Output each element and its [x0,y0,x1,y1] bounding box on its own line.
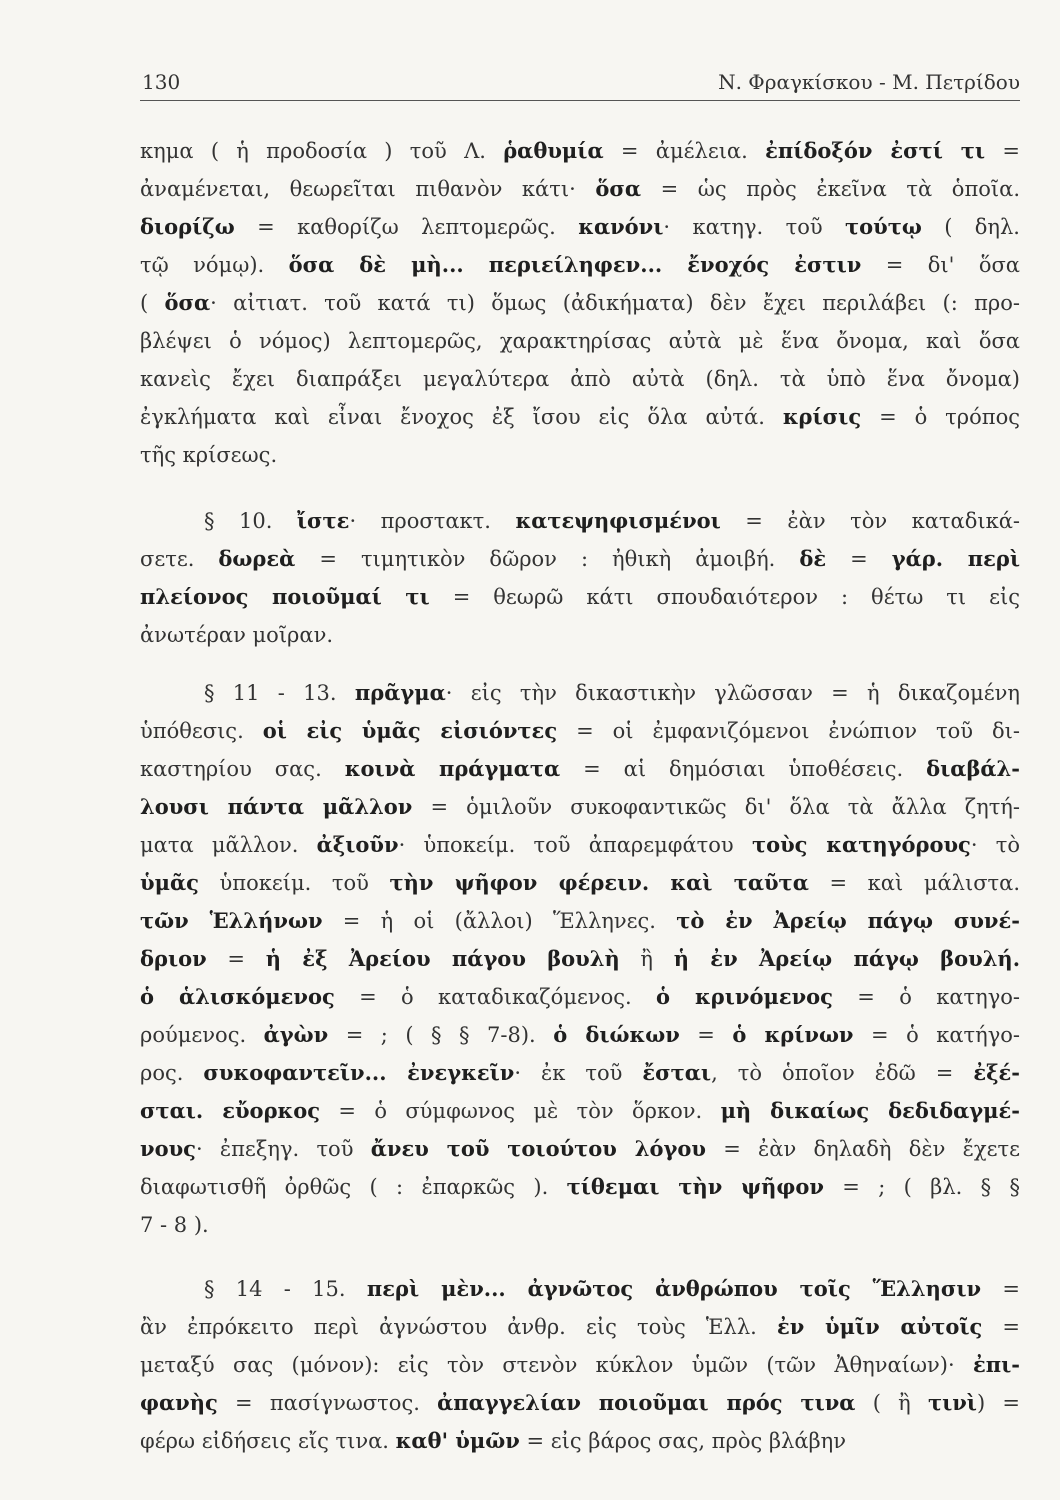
bold-term: ὑμᾶς [140,870,199,895]
text-segment: φέρω εἰδήσεις εἴς τινα. [140,1429,396,1453]
text-segment: · εἰς τὴν δικαστικὴν γλῶσσαν = ἡ δικαζομένη [445,681,1020,705]
bold-term: ἀξιοῦν [316,832,399,857]
bold-term: τὸ ἐν Ἀρείῳ πάγῳ συνέ- [676,908,1020,933]
text-line [140,436,1020,474]
text-segment: · ἐκ τοῦ [514,1061,643,1085]
text-segment: καστηρίου σας. [140,757,345,781]
bold-term: ἔσται [642,1060,712,1085]
text-line [140,1054,1020,1092]
text-line [140,1346,1020,1384]
bold-term: τούτῳ [844,214,922,239]
text-segment: = ὁ κατηγο- [832,985,1020,1009]
text-segment: = [985,139,1020,163]
bold-term: καθ' ὑμῶν [395,1428,520,1453]
text-line [140,978,1020,1016]
bold-term: νους [140,1136,196,1161]
text-line [140,246,1020,284]
text-segment: τῆς κρίσεως. [140,443,278,467]
text-segment: = [826,547,892,571]
text-segment: κημα ( ἡ προδοσία ) τοῦ Λ. [140,139,504,163]
text-segment: = [982,1315,1020,1339]
text-segment: ἢ [619,947,674,971]
text-line [140,208,1020,246]
text-line [140,788,1020,826]
paragraph-4 [140,1270,1020,1460]
bold-term: ἄνευ τοῦ τοιούτου λόγου [370,1136,706,1161]
running-title: Ν. Φραγκίσκου - Μ. Πετρίδου [718,70,1020,94]
text-line [140,502,1020,540]
bold-term: ὅσα δὲ μὴ... περιείληφεν... ἔνοχός ἐστιν [288,252,862,277]
bold-term: μὴ δικαίως δεδιδαγμέ- [720,1098,1020,1123]
text-segment: = ὁ καταδικαζόμενος. [334,985,657,1009]
bold-term: ἐξέ- [973,1060,1020,1085]
text-segment: = ὁ κατήγο- [853,1023,1020,1047]
text-segment: = αἱ δημόσιαι ὑποθέσεις. [560,757,927,781]
bold-term: ἀγὼν [263,1022,329,1047]
bold-term: τίθεμαι τὴν ψῆφον [566,1174,824,1199]
text-line [140,826,1020,864]
text-segment: ἀνωτέραν μοῖραν. [140,623,334,647]
text-segment: ) = [976,1391,1020,1415]
text-line [140,1016,1020,1054]
bold-term: ὅσα [164,290,211,315]
text-segment: = [679,1023,733,1047]
text-segment: ὑπόθεσις. [140,719,263,743]
text-segment: · κατηγ. τοῦ [663,215,845,239]
text-segment: · ὑποκείμ. τοῦ ἀπαρεμφάτου [398,833,752,857]
text-line [140,1092,1020,1130]
text-line [140,322,1020,360]
text-line [140,712,1020,750]
text-line [140,578,1020,616]
text-line [140,1270,1020,1308]
text-line [140,902,1020,940]
text-segment: = καθορίζω λεπτομερῶς. [234,215,579,239]
text-segment: = ἐὰν τὸν καταδικά- [720,509,1020,533]
bold-term: γάρ. περὶ [891,546,1020,571]
page-number: 130 [142,70,181,94]
text-segment: = ὡς πρὸς ἐκεῖνα τὰ ὁποῖα. [641,177,1020,201]
text-segment: · αἰτιατ. τοῦ κατά τι) ὅμως (ἀδικήματα) δὲν ἔχει περιλάβει (: προ- [210,291,1020,315]
text-line [140,1422,1020,1460]
text-segment: = ; ( βλ. § § [823,1175,1020,1199]
text-line [140,940,1020,978]
bold-term: διαβάλ- [926,756,1020,781]
bold-term: ἴστε [296,508,350,533]
text-line [140,674,1020,712]
text-line [140,132,1020,170]
text-segment: ρούμενος. [140,1023,264,1047]
text-segment: μεταξύ σας (μόνον): εἰς τὸν στενὸν κύκλον ὑμῶν (τῶν Ἀθηναίων)· [140,1353,973,1377]
text-segment: = ὁμιλοῦν συκοφαντικῶς δι' ὅλα τὰ ἄλλα ζητή- [412,795,1020,819]
bold-term: ῥαθυμία [503,138,604,163]
bold-term: τοὺς κατηγόρους [751,832,971,857]
text-segment: κανεὶς ἔχει διαπράξει μεγαλύτερα ἀπὸ αὐτὰ (δηλ. τὰ ὑπὸ ἕνα ὄνομα) [140,367,1020,391]
text-line [140,540,1020,578]
text-segment: · τὸ [970,833,1020,857]
bold-term: δριον [140,946,207,971]
text-line [140,398,1020,436]
bold-term: κανόνι [578,214,664,239]
bold-term: οἱ εἰς ὑμᾶς εἰσιόντες [262,718,558,743]
bold-term: ὁ διώκων [553,1022,680,1047]
text-segment: ( ἢ [855,1391,928,1415]
text-segment: = θεωρῶ κάτι σπουδαιότερον : θέτω τι εἰς [429,585,1020,609]
bold-term: ἐπίδοξόν ἐστί τι [765,138,986,163]
text-segment: = ἡ οἱ (ἄλλοι) Ἕλληνες. [322,909,677,933]
text-line [140,616,1020,654]
bold-term: ὁ κρίνων [732,1022,854,1047]
bold-term: δωρεὰ [218,546,296,571]
text-segment: § 11 - 13. [204,681,355,705]
text-segment: = πασίγνωστος. [217,1391,438,1415]
bold-term: φανὴς [140,1390,218,1415]
paragraph-2 [140,502,1020,654]
text-segment: · προστακτ. [349,509,516,533]
text-line [140,170,1020,208]
paragraph-3 [140,674,1020,1244]
text-segment: τῷ νόμῳ). [140,253,289,277]
bold-term: κοινὰ πράγματα [344,756,561,781]
text-segment: = ἀμέλεια. [603,139,766,163]
text-line [140,1308,1020,1346]
text-segment: = [206,947,266,971]
text-segment: βλέψει ὁ νόμος) λεπτομερῶς, χαρακτηρίσας αὐτὰ μὲ ἕνα ὄνομα, καὶ ὅσα [140,329,1020,353]
bold-term: κρίσις [782,404,862,429]
page-header [140,70,1020,101]
text-segment: ματα μᾶλλον. [140,833,317,857]
text-segment: = καὶ μάλιστα. [808,871,1020,895]
bold-term: ἀπαγγελίαν ποιοῦμαι πρός τινα [437,1390,856,1415]
bold-term: ἐν ὑμῖν αὐτοῖς [776,1314,983,1339]
text-segment: 7 - 8 ). [140,1213,209,1237]
text-segment: ( δηλ. [921,215,1020,239]
text-segment: ἂν ἐπρόκειτο περὶ ἀγνώστου ἀνθρ. εἰς τοὺς Ἑλλ. [140,1315,777,1339]
bold-term: διορίζω [140,214,235,239]
bold-term: περὶ μὲν... ἀγνῶτος ἀνθρώπου τοῖς Ἕλλησιν [366,1276,982,1301]
bold-term: τὴν ψῆφον φέρειν. καὶ ταῦτα [389,870,809,895]
text-segment: ὑποκείμ. τοῦ [198,871,390,895]
bold-term: ὅσα [595,176,642,201]
text-line [140,360,1020,398]
text-segment: · ἐπεξηγ. τοῦ [195,1137,371,1161]
text-line [140,1206,1020,1244]
text-segment: διαφωτισθῆ ὀρθῶς ( : ἐπαρκῶς ). [140,1175,567,1199]
text-segment: = ; ( § § 7-8). [328,1023,554,1047]
text-line [140,284,1020,322]
text-segment: = δι' ὅσα [861,253,1020,277]
text-segment: = ἐὰν δηλαδὴ δὲν ἔχετε [705,1137,1020,1161]
text-segment: § 14 - 15. [204,1277,367,1301]
text-segment: = οἱ ἐμφανιζόμενοι ἐνώπιον τοῦ δι- [557,719,1020,743]
text-line [140,1130,1020,1168]
text-segment: ρος. [140,1061,204,1085]
bold-term: πρᾶγμα [354,680,446,705]
bold-term: τῶν Ἑλλήνων [140,908,323,933]
text-line [140,1384,1020,1422]
bold-term: πλείονος ποιοῦμαί τι [140,584,430,609]
text-segment: , τὸ ὁποῖον ἐδῶ = [711,1061,974,1085]
bold-term: λουσι πάντα μᾶλλον [140,794,413,819]
bold-term: ἡ ἐξ Ἀρείου πάγου βουλὴ [265,946,620,971]
bold-term: τινὶ [927,1390,977,1415]
text-segment: = ὁ σύμφωνος μὲ τὸν ὅρκον. [320,1099,721,1123]
bold-term: ἐπι- [972,1352,1020,1377]
text-segment: = εἰς βάρος σας, πρὸς βλάβην [519,1429,847,1453]
text-segment: ἀναμένεται, θεωρεῖται πιθανὸν κάτι· [140,177,596,201]
bold-term: ὁ κρινόμενος [656,984,833,1009]
bold-term: δὲ [799,546,827,571]
text-segment: σετε. [140,547,219,571]
bold-term: ὁ ἁλισκόμενος [140,984,335,1009]
text-segment: = τιμητικὸν δῶρον : ἠθικὴ ἀμοιβή. [295,547,800,571]
bold-term: κατεψηφισμένοι [515,508,721,533]
text-segment: = ὁ τρόπος [861,405,1020,429]
paragraph-1 [140,132,1020,474]
text-line [140,864,1020,902]
text-segment: ἐγκλήματα καὶ εἶναι ἔνοχος ἐξ ἴσου εἰς ὅλα αὐτά. [140,405,783,429]
text-line [140,1168,1020,1206]
bold-term: ἡ ἐν Ἀρείῳ πάγῳ βουλή. [673,946,1020,971]
text-segment: § 10. [204,509,297,533]
bold-term: συκοφαντεῖν... ἐνεγκεῖν [203,1060,515,1085]
text-segment: = [981,1277,1020,1301]
text-segment: ( [140,291,165,315]
text-line [140,750,1020,788]
bold-term: σται. εὔορκος [140,1098,321,1123]
